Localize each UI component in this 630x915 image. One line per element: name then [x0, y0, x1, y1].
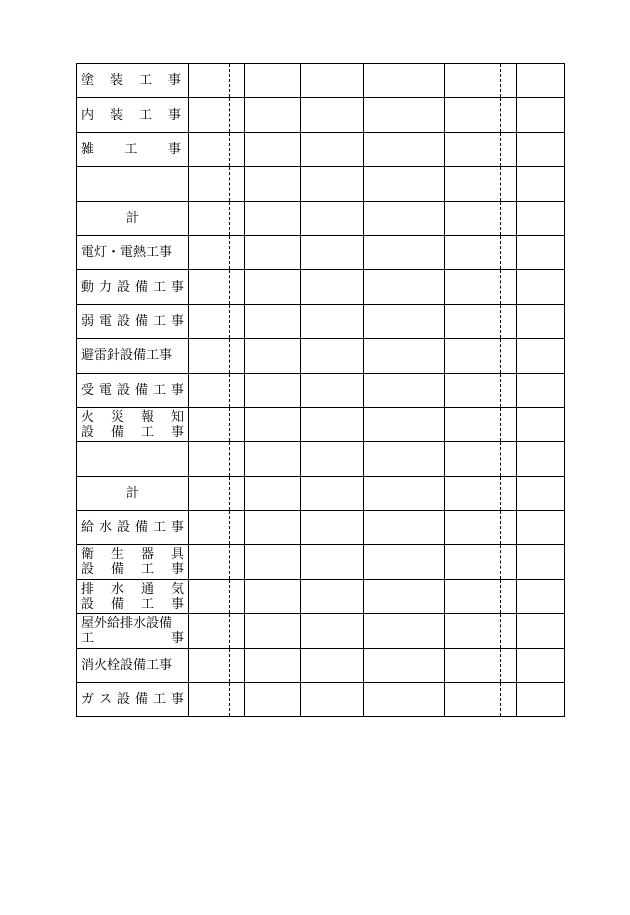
row-label-line1: [81, 547, 184, 562]
label-char: 工: [140, 562, 154, 578]
table-row: [77, 476, 565, 510]
label-char: 工: [81, 630, 95, 646]
value-cell[interactable]: [517, 235, 565, 269]
value-cell[interactable]: [245, 270, 301, 304]
value-cell[interactable]: [245, 235, 301, 269]
label-char: 知: [170, 409, 184, 425]
label-char: 事: [167, 73, 181, 89]
label-char: 力: [98, 279, 112, 295]
value-cell[interactable]: [230, 373, 245, 407]
value-cell[interactable]: [230, 201, 245, 235]
value-cell[interactable]: [445, 373, 501, 407]
value-cell[interactable]: [501, 545, 517, 579]
label-char: 設: [116, 279, 130, 295]
table-row: [77, 167, 565, 201]
value-cell[interactable]: [445, 64, 501, 98]
value-cell[interactable]: [517, 683, 565, 717]
table-row: [77, 442, 565, 476]
value-cell[interactable]: [245, 64, 301, 98]
value-cell[interactable]: [517, 648, 565, 682]
label-char: 雑: [81, 141, 95, 157]
value-cell[interactable]: [245, 511, 301, 545]
value-cell[interactable]: [245, 442, 301, 476]
value-cell[interactable]: [517, 614, 565, 648]
table-row: [77, 407, 565, 441]
value-cell[interactable]: [364, 545, 445, 579]
label-char: 事: [167, 141, 181, 157]
label-char: 受: [81, 382, 95, 398]
label-char: 衛: [81, 547, 95, 563]
table-row: [77, 201, 565, 235]
label-char: 装: [109, 73, 123, 89]
row-label-cell: [77, 442, 189, 476]
label-char: 備: [134, 279, 148, 295]
label-char: ガ: [81, 692, 95, 708]
value-cell[interactable]: [517, 270, 565, 304]
value-cell[interactable]: [189, 442, 230, 476]
value-cell[interactable]: [189, 270, 230, 304]
value-cell[interactable]: [364, 683, 445, 717]
label-char: 具: [170, 547, 184, 563]
value-cell[interactable]: [501, 270, 517, 304]
value-cell[interactable]: [301, 98, 364, 132]
value-cell[interactable]: [189, 545, 230, 579]
value-cell[interactable]: [230, 476, 245, 510]
value-cell[interactable]: [517, 98, 565, 132]
label-char: 設: [116, 520, 130, 536]
table-row: [77, 648, 565, 682]
value-cell[interactable]: [301, 132, 364, 166]
row-label: [81, 692, 184, 707]
value-cell[interactable]: [364, 407, 445, 441]
value-cell[interactable]: [501, 476, 517, 510]
value-cell[interactable]: [517, 442, 565, 476]
value-cell[interactable]: [501, 98, 517, 132]
value-cell[interactable]: [364, 201, 445, 235]
row-label: [81, 314, 184, 329]
value-cell[interactable]: [301, 511, 364, 545]
value-cell[interactable]: [245, 476, 301, 510]
label-char: 工: [152, 692, 166, 708]
label-char: 火: [81, 409, 95, 425]
value-cell[interactable]: [230, 132, 245, 166]
value-cell[interactable]: [445, 442, 501, 476]
row-label-line1: [81, 582, 184, 597]
value-cell[interactable]: [301, 270, 364, 304]
value-cell[interactable]: [445, 511, 501, 545]
value-cell[interactable]: [517, 132, 565, 166]
value-cell[interactable]: [301, 614, 364, 648]
value-cell[interactable]: [189, 579, 230, 613]
subtotal-label: 計: [125, 210, 139, 226]
value-cell[interactable]: [230, 304, 245, 338]
value-cell[interactable]: [364, 64, 445, 98]
label-char: 生: [110, 547, 124, 563]
label-char: 備: [134, 520, 148, 536]
row-label-line1: 屋外給排水設備: [81, 615, 173, 631]
value-cell[interactable]: [501, 132, 517, 166]
value-cell[interactable]: [189, 614, 230, 648]
value-cell[interactable]: [501, 304, 517, 338]
value-cell[interactable]: [517, 511, 565, 545]
value-cell[interactable]: [230, 235, 245, 269]
value-cell[interactable]: [301, 339, 364, 373]
row-label-cell: [77, 579, 189, 613]
value-cell[interactable]: [189, 373, 230, 407]
label-char: 排: [81, 581, 95, 597]
value-cell[interactable]: [445, 201, 501, 235]
value-cell[interactable]: [189, 648, 230, 682]
value-cell[interactable]: [445, 98, 501, 132]
label-char: 災: [110, 409, 124, 425]
value-cell[interactable]: [501, 339, 517, 373]
value-cell[interactable]: [364, 235, 445, 269]
label-char: 設: [116, 313, 130, 329]
value-cell[interactable]: [301, 304, 364, 338]
row-label-cell: [77, 476, 189, 510]
value-cell[interactable]: [189, 235, 230, 269]
label-char: 工: [138, 107, 152, 123]
label-char: 塗: [81, 73, 95, 89]
label-char: 設: [116, 382, 130, 398]
value-cell[interactable]: [501, 442, 517, 476]
value-cell[interactable]: [189, 64, 230, 98]
value-cell[interactable]: [501, 683, 517, 717]
table-row: [77, 579, 565, 613]
row-label-line2: [81, 597, 184, 612]
label-char: 設: [116, 692, 130, 708]
label-char: 給: [81, 520, 95, 536]
row-label: [81, 108, 184, 123]
value-cell[interactable]: [245, 579, 301, 613]
row-label: [81, 520, 184, 535]
row-label: [81, 280, 184, 295]
row-label: [81, 616, 184, 646]
value-cell[interactable]: [230, 511, 245, 545]
value-cell[interactable]: [364, 614, 445, 648]
row-label-line2: [81, 562, 184, 577]
table-row: [77, 545, 565, 579]
value-cell[interactable]: [245, 201, 301, 235]
label-char: 水: [98, 520, 112, 536]
table-row: [77, 235, 565, 269]
table-row: [77, 373, 565, 407]
label-char: 電: [98, 313, 112, 329]
value-cell[interactable]: [245, 648, 301, 682]
row-label: [81, 410, 184, 440]
row-label-cell: [77, 167, 189, 201]
label-char: 器: [140, 547, 154, 563]
value-cell[interactable]: [445, 648, 501, 682]
label-char: 工: [152, 520, 166, 536]
value-cell[interactable]: [301, 648, 364, 682]
label-char: ス: [98, 692, 112, 708]
table-row: [77, 132, 565, 166]
row-label: [81, 73, 184, 88]
label-char: 水: [110, 581, 124, 597]
value-cell[interactable]: [445, 167, 501, 201]
value-cell[interactable]: [301, 683, 364, 717]
table-row: [77, 339, 565, 373]
label-char: 事: [170, 692, 184, 708]
value-cell[interactable]: [245, 339, 301, 373]
label-char: 備: [134, 692, 148, 708]
value-cell[interactable]: [517, 339, 565, 373]
value-cell[interactable]: [245, 373, 301, 407]
value-cell[interactable]: [189, 201, 230, 235]
table-row: [77, 304, 565, 338]
value-cell[interactable]: [230, 683, 245, 717]
label-char: 備: [110, 562, 124, 578]
table-row: [77, 614, 565, 648]
value-cell[interactable]: [189, 98, 230, 132]
label-char: 事: [170, 596, 184, 612]
label-char: 電: [98, 382, 112, 398]
value-cell[interactable]: [445, 270, 501, 304]
value-cell[interactable]: [517, 373, 565, 407]
value-cell[interactable]: [501, 579, 517, 613]
value-cell[interactable]: [245, 683, 301, 717]
row-label-cell: [77, 648, 189, 682]
value-cell[interactable]: [445, 132, 501, 166]
value-cell[interactable]: [445, 407, 501, 441]
value-cell[interactable]: [301, 545, 364, 579]
label-char: 事: [167, 107, 181, 123]
value-cell[interactable]: [445, 579, 501, 613]
value-cell[interactable]: [230, 98, 245, 132]
value-cell[interactable]: [364, 304, 445, 338]
label-char: 工: [152, 313, 166, 329]
construction-cost-table: [76, 63, 565, 717]
value-cell[interactable]: [301, 476, 364, 510]
value-cell[interactable]: [445, 339, 501, 373]
row-label: [81, 582, 184, 612]
label-char: 工: [152, 279, 166, 295]
value-cell[interactable]: [501, 373, 517, 407]
value-cell[interactable]: [189, 339, 230, 373]
value-cell[interactable]: [301, 373, 364, 407]
value-cell[interactable]: [245, 614, 301, 648]
value-cell[interactable]: [501, 511, 517, 545]
value-cell[interactable]: [301, 201, 364, 235]
value-cell[interactable]: [364, 270, 445, 304]
value-cell[interactable]: [501, 64, 517, 98]
row-label-line2: [81, 425, 184, 440]
label-char: 設: [81, 596, 95, 612]
value-cell[interactable]: [517, 201, 565, 235]
label-char: 通: [140, 581, 154, 597]
value-cell[interactable]: [189, 683, 230, 717]
value-cell[interactable]: [245, 407, 301, 441]
value-cell[interactable]: [445, 614, 501, 648]
value-cell[interactable]: [230, 545, 245, 579]
value-cell[interactable]: [189, 511, 230, 545]
label-char: 事: [170, 520, 184, 536]
row-label-line2: [81, 631, 184, 646]
label-char: 備: [110, 424, 124, 440]
value-cell[interactable]: [517, 476, 565, 510]
subtotal-label: 計: [125, 485, 139, 501]
value-cell[interactable]: [189, 304, 230, 338]
row-label-cell: [77, 235, 189, 269]
row-label-line1: [81, 410, 184, 425]
value-cell[interactable]: [445, 545, 501, 579]
value-cell[interactable]: [517, 64, 565, 98]
label-char: 備: [110, 596, 124, 612]
row-label-cell: [77, 373, 189, 407]
row-label-cell: [77, 545, 189, 579]
value-cell[interactable]: [501, 235, 517, 269]
label-char: 工: [138, 73, 152, 89]
table-row: [77, 270, 565, 304]
value-cell[interactable]: [364, 648, 445, 682]
value-cell[interactable]: [301, 167, 364, 201]
value-cell[interactable]: [364, 132, 445, 166]
table-row: [77, 683, 565, 717]
value-cell[interactable]: [230, 614, 245, 648]
label-char: 事: [170, 382, 184, 398]
row-label-cell: [77, 304, 189, 338]
value-cell[interactable]: [501, 201, 517, 235]
value-cell[interactable]: [230, 407, 245, 441]
value-cell[interactable]: [230, 579, 245, 613]
value-cell[interactable]: [301, 579, 364, 613]
value-cell[interactable]: [517, 579, 565, 613]
value-cell[interactable]: [445, 476, 501, 510]
value-cell[interactable]: [501, 167, 517, 201]
label-char: 装: [109, 107, 123, 123]
value-cell[interactable]: [364, 373, 445, 407]
label-char: 事: [170, 630, 184, 646]
value-cell[interactable]: [364, 167, 445, 201]
label-char: 工: [152, 382, 166, 398]
value-cell[interactable]: [230, 167, 245, 201]
value-cell[interactable]: [230, 648, 245, 682]
row-label-cell: [77, 64, 189, 98]
row-label-cell: [77, 132, 189, 166]
label-char: 設: [81, 562, 95, 578]
label-char: 気: [170, 581, 184, 597]
value-cell[interactable]: [301, 407, 364, 441]
value-cell[interactable]: [364, 579, 445, 613]
value-cell[interactable]: [364, 98, 445, 132]
table-row: [77, 511, 565, 545]
value-cell[interactable]: [230, 339, 245, 373]
value-cell[interactable]: [501, 648, 517, 682]
row-label-cell: [77, 339, 189, 373]
label-char: 工: [140, 424, 154, 440]
label-char: 事: [170, 313, 184, 329]
value-cell[interactable]: [517, 167, 565, 201]
label-char: 設: [81, 424, 95, 440]
value-cell[interactable]: [517, 407, 565, 441]
value-cell[interactable]: [301, 235, 364, 269]
value-cell[interactable]: [517, 304, 565, 338]
row-label-cell: [77, 270, 189, 304]
value-cell[interactable]: [245, 167, 301, 201]
label-char: 備: [134, 313, 148, 329]
label-char: 動: [81, 279, 95, 295]
value-cell[interactable]: [230, 270, 245, 304]
row-label-cell: [77, 511, 189, 545]
value-cell[interactable]: [189, 167, 230, 201]
value-cell[interactable]: [245, 304, 301, 338]
row-label: 消火栓設備工事: [81, 657, 173, 673]
label-char: 報: [140, 409, 154, 425]
row-label-cell: [77, 407, 189, 441]
value-cell[interactable]: [230, 64, 245, 98]
value-cell[interactable]: [364, 476, 445, 510]
value-cell[interactable]: [364, 511, 445, 545]
value-cell[interactable]: [445, 683, 501, 717]
label-char: 備: [134, 382, 148, 398]
value-cell[interactable]: [230, 442, 245, 476]
row-label-cell: [77, 201, 189, 235]
row-label-cell: [77, 98, 189, 132]
value-cell[interactable]: [301, 442, 364, 476]
value-cell[interactable]: [189, 132, 230, 166]
value-cell[interactable]: [517, 545, 565, 579]
row-label: 避雷針設備工事: [81, 348, 173, 364]
value-cell[interactable]: [501, 614, 517, 648]
label-char: 事: [170, 562, 184, 578]
value-cell[interactable]: [445, 304, 501, 338]
label-char: 工: [140, 596, 154, 612]
value-cell[interactable]: [189, 476, 230, 510]
value-cell[interactable]: [245, 545, 301, 579]
table-row: [77, 98, 565, 132]
table-row: [77, 64, 565, 98]
value-cell[interactable]: [245, 132, 301, 166]
label-char: 事: [170, 424, 184, 440]
value-cell[interactable]: [245, 98, 301, 132]
value-cell[interactable]: [445, 235, 501, 269]
value-cell[interactable]: [189, 407, 230, 441]
row-label-cell: [77, 614, 189, 648]
label-char: 工: [124, 141, 138, 157]
row-label-cell: [77, 683, 189, 717]
label-char: 弱: [81, 313, 95, 329]
value-cell[interactable]: [364, 442, 445, 476]
row-label: [81, 547, 184, 577]
value-cell[interactable]: [501, 407, 517, 441]
value-cell[interactable]: [364, 339, 445, 373]
label-char: 内: [81, 107, 95, 123]
row-label: [81, 383, 184, 398]
label-char: 事: [170, 279, 184, 295]
row-label: [81, 142, 184, 157]
row-label: 電灯・電熱工事: [81, 245, 173, 261]
value-cell[interactable]: [301, 64, 364, 98]
